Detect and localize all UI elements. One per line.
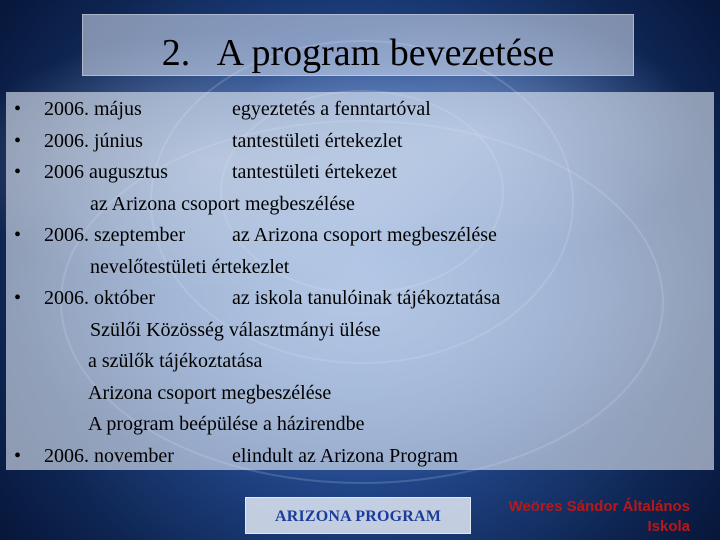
item-date: 2006. szeptember (44, 224, 186, 246)
item-continuation: az Arizona csoport megbeszélése (90, 192, 355, 215)
program-label: ARIZONA PROGRAM (274, 508, 442, 525)
item-continuation: nevelőtestületi értekezlet (90, 255, 290, 278)
item-continuation: Arizona csoport megbeszélése (88, 381, 332, 404)
item-description: tantestületi értekezet (232, 161, 397, 183)
item-continuation: A program beépülése a házirendbe (88, 413, 365, 435)
bullet-mark: • (14, 161, 22, 183)
title-box (82, 14, 634, 76)
item-description: tantestületi értekezlet (232, 129, 403, 152)
school-name (490, 497, 690, 537)
bullet-mark: • (14, 224, 22, 246)
slide-title: 2. A program bevezetése (161, 32, 555, 74)
bullet-mark: • (14, 287, 22, 309)
item-date: 2006 augusztus (44, 161, 168, 183)
bullet-mark: • (14, 129, 22, 152)
bullet-mark: • (14, 98, 22, 120)
item-description: egyeztetés a fenntartóval (232, 98, 431, 120)
item-description: az iskola tanulóinak tájékoztatása (232, 287, 501, 309)
program-badge (245, 497, 471, 534)
item-date: 2006. október (44, 287, 156, 309)
bullet-mark: • (14, 444, 22, 467)
item-continuation: a szülők tájékoztatása (88, 350, 263, 372)
item-date: 2006. november (44, 444, 174, 467)
item-date: 2006. május (44, 98, 142, 120)
school-name-line1: Weöres Sándor Általános (508, 498, 690, 515)
item-date: 2006. június (44, 129, 143, 152)
school-name-line2: Iskola (647, 518, 690, 535)
item-continuation: Szülői Közösség választmányi ülése (90, 318, 381, 341)
item-description: elindult az Arizona Program (232, 444, 459, 467)
item-description: az Arizona csoport megbeszélése (232, 224, 497, 246)
